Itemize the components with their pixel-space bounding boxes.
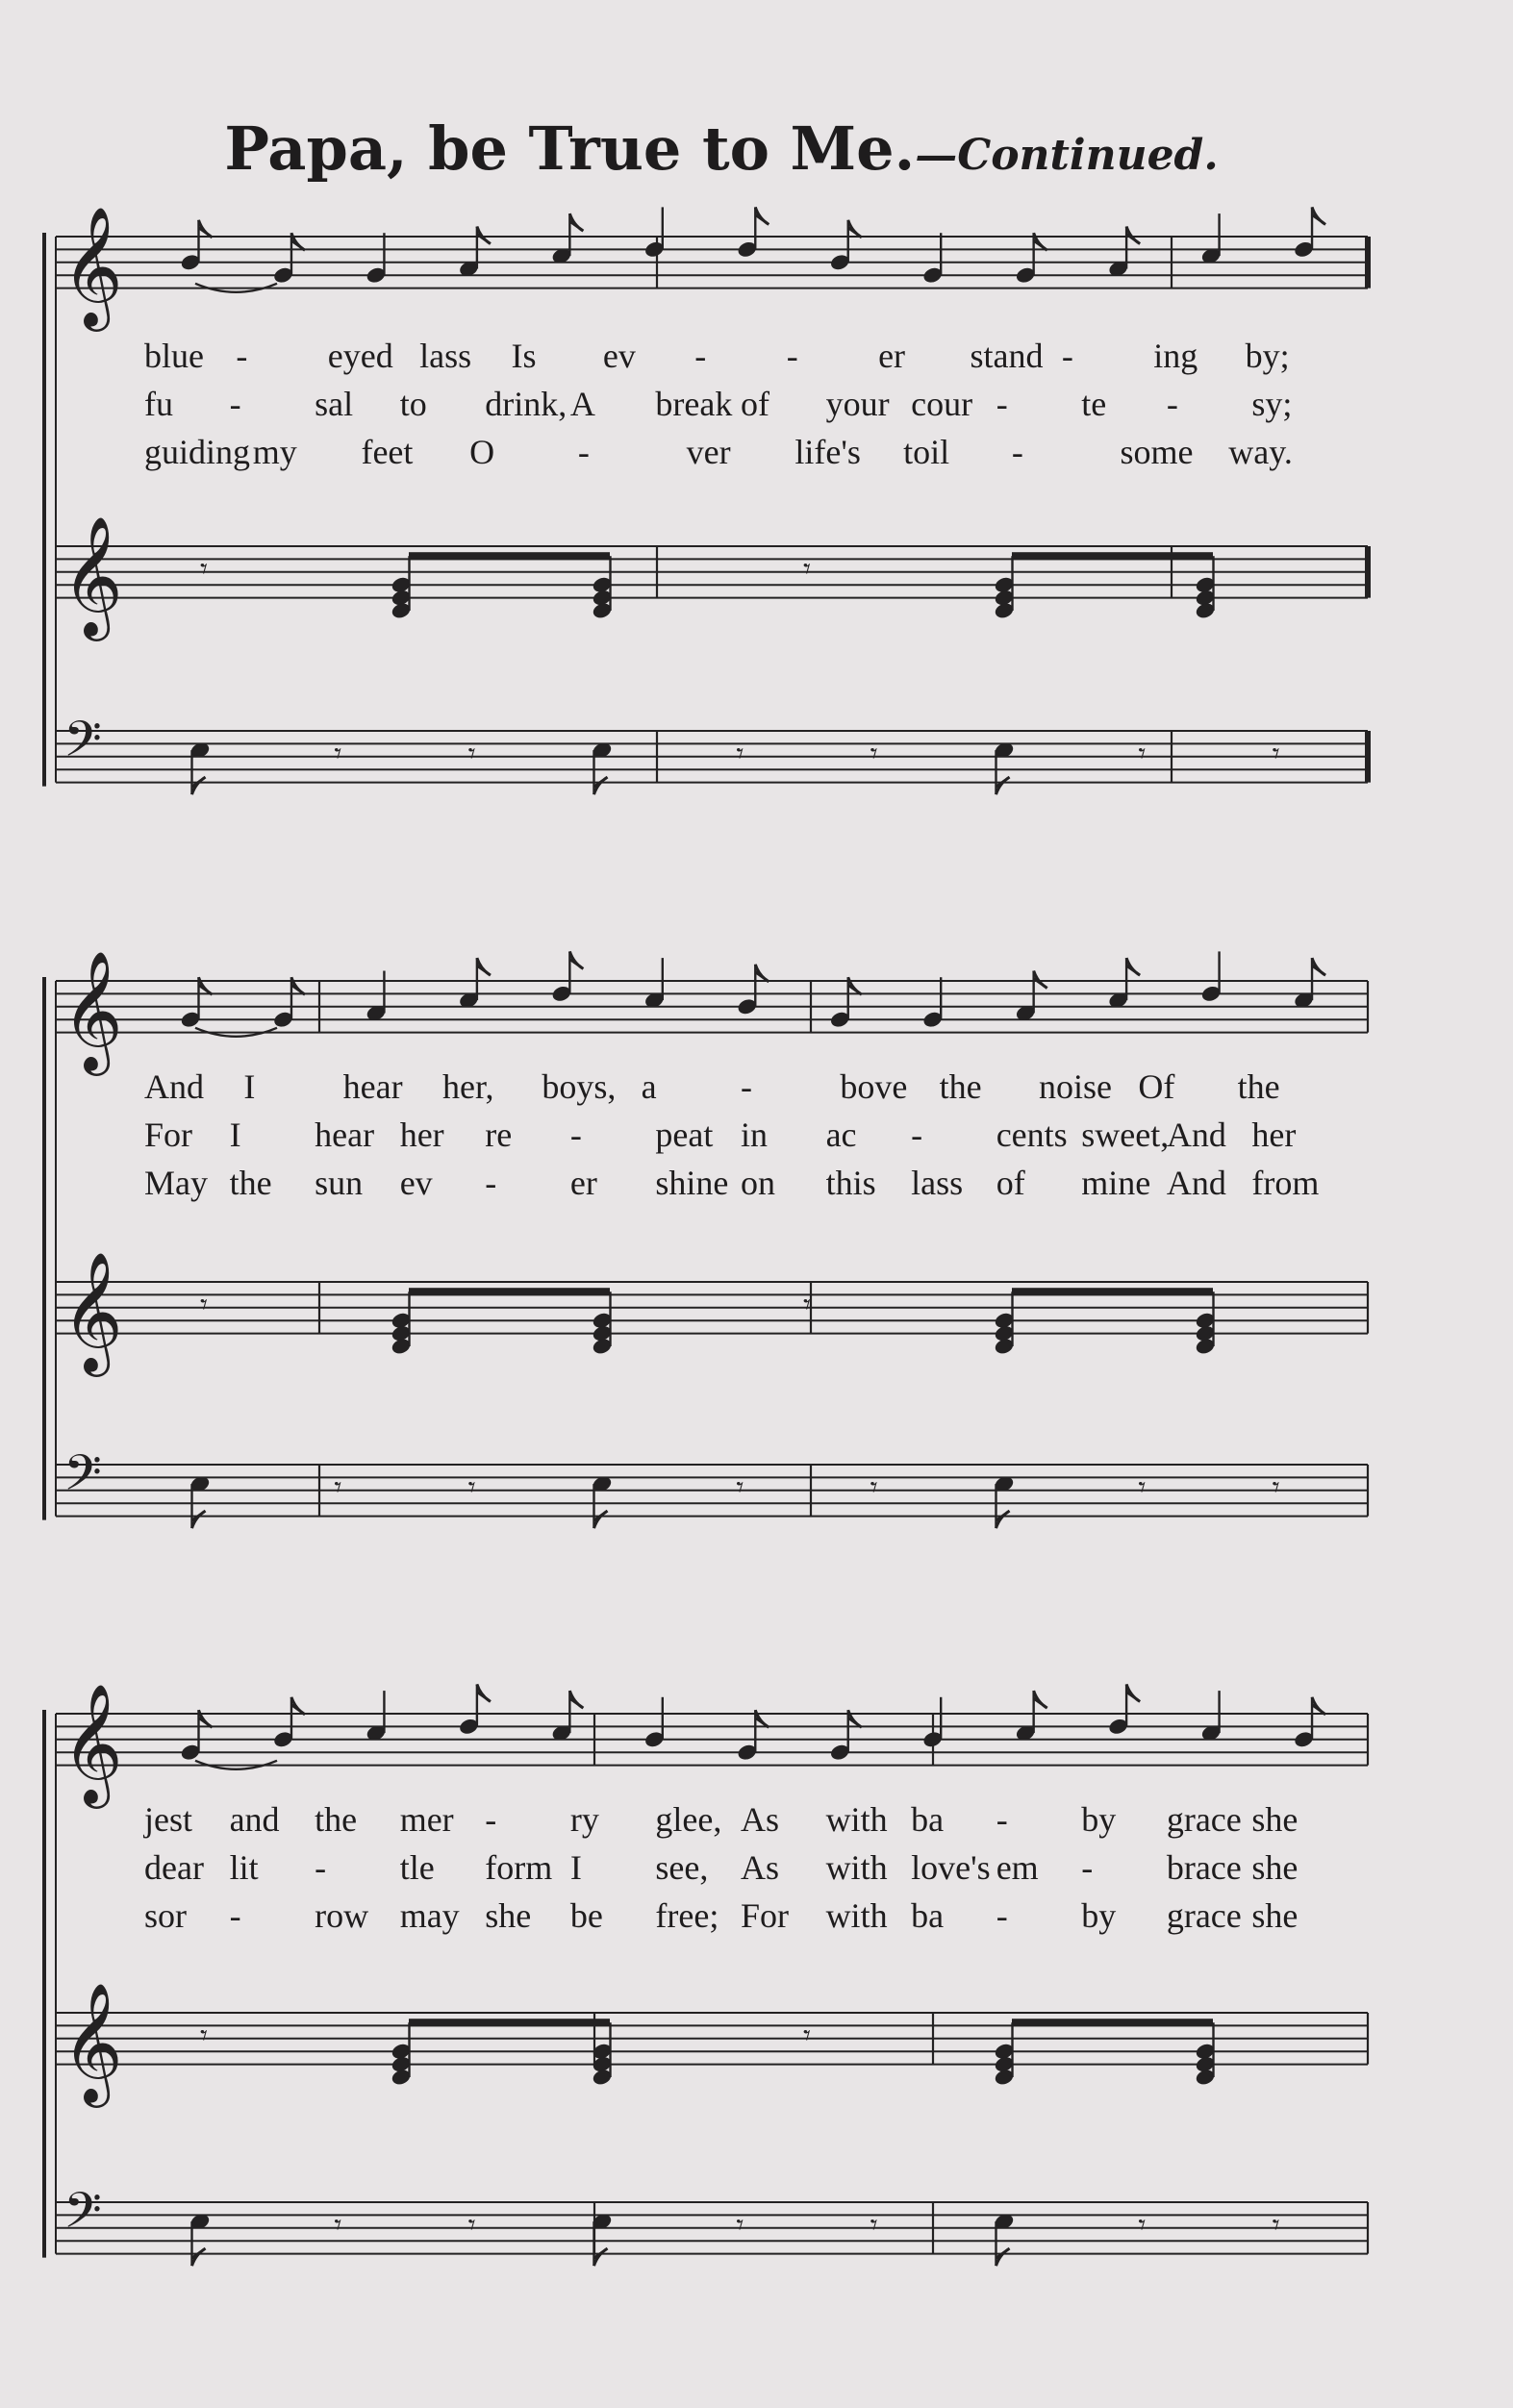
- lyric-syllable: feet: [361, 433, 414, 471]
- lyric-syllable: dear: [144, 1848, 204, 1887]
- lyric-syllable: of: [996, 1164, 1025, 1202]
- lyric-syllable: I: [569, 1848, 582, 1887]
- lyric-syllable: noise: [1039, 1067, 1112, 1106]
- eighth-rest-icon: 𝄾: [334, 1470, 342, 1505]
- voice-staff: [56, 1714, 1368, 1766]
- lyric-syllable: grace: [1166, 1800, 1242, 1839]
- flag: [199, 220, 213, 238]
- lyric-syllable: free;: [655, 1896, 719, 1935]
- eighth-rest-icon: 𝄾: [1138, 737, 1147, 771]
- flag: [1034, 233, 1047, 250]
- eighth-rest-icon: 𝄾: [870, 737, 878, 771]
- lyric-syllable: lass: [911, 1164, 964, 1202]
- lyric-syllable: by;: [1245, 337, 1290, 375]
- lyric-syllable: sweet,: [1081, 1116, 1170, 1154]
- lyric-syllable: lass: [419, 337, 472, 375]
- note: [365, 971, 387, 1023]
- flag: [477, 1684, 491, 1701]
- lyric-syllable: glee,: [655, 1800, 722, 1839]
- eighth-rest-icon: 𝄾: [1138, 1470, 1147, 1505]
- flag: [1126, 227, 1140, 244]
- lyric-syllable: -: [315, 1848, 327, 1887]
- lyric-syllable: with: [825, 1896, 888, 1935]
- eighth-rest-icon: 𝄾: [467, 737, 476, 771]
- lyric-syllable: O: [469, 433, 495, 471]
- lyric-syllable: on: [741, 1164, 775, 1202]
- note: [1293, 1697, 1325, 1749]
- lyric-syllable: Of: [1138, 1067, 1175, 1106]
- flag: [594, 1511, 608, 1528]
- lyric-syllable: -: [229, 385, 241, 423]
- lyric-syllable: -: [741, 1067, 752, 1106]
- lyric-syllable: form: [485, 1848, 553, 1887]
- flag: [569, 1691, 583, 1708]
- note: [1200, 1691, 1223, 1743]
- note: [550, 213, 583, 265]
- flag: [996, 2248, 1010, 2266]
- note: [921, 233, 944, 285]
- lyric-syllable: shine: [655, 1164, 729, 1202]
- lyric-syllable: And: [1166, 1164, 1226, 1202]
- lyric-syllable: peat: [655, 1116, 714, 1154]
- lyric-syllable: sy;: [1251, 385, 1293, 423]
- note: [643, 958, 666, 1010]
- note: [550, 1691, 583, 1743]
- note: [592, 2212, 614, 2266]
- flag: [1312, 207, 1325, 224]
- flag: [569, 951, 583, 968]
- lyric-syllable: the: [315, 1800, 358, 1839]
- eighth-rest-icon: 𝄾: [200, 552, 208, 587]
- lyric-syllable: Is: [511, 337, 537, 375]
- note: [1107, 1684, 1140, 1736]
- note: [736, 1710, 769, 1762]
- lyric-syllable: -: [1166, 385, 1178, 423]
- lyric-syllable: And: [1166, 1116, 1226, 1154]
- note: [829, 1710, 862, 1762]
- flag: [594, 2248, 608, 2266]
- note: [180, 977, 213, 1029]
- lyric-syllable: em: [996, 1848, 1039, 1887]
- note: [458, 958, 491, 1010]
- flag: [192, 2248, 206, 2266]
- lyric-syllable: tle: [399, 1848, 435, 1887]
- lyric-syllable: ba: [911, 1896, 945, 1935]
- lyric-syllable: she: [1251, 1800, 1299, 1839]
- lyric-syllable: ev: [602, 337, 636, 375]
- lyric-syllable: hear: [342, 1067, 403, 1106]
- note: [272, 977, 305, 1029]
- eighth-rest-icon: 𝄾: [736, 2208, 744, 2243]
- note: [994, 2212, 1016, 2266]
- treble-clef-icon: 𝄞: [62, 1982, 123, 2103]
- lyric-syllable: drink,: [485, 385, 567, 423]
- lyric-syllable: As: [741, 1800, 780, 1839]
- flag: [996, 1511, 1010, 1528]
- note: [592, 740, 614, 794]
- note: [736, 207, 769, 259]
- lyric-syllable: by: [1081, 1896, 1117, 1935]
- flag: [291, 977, 305, 994]
- note: [189, 740, 212, 794]
- eighth-rest-icon: 𝄾: [803, 2019, 811, 2053]
- note: [829, 220, 862, 272]
- note: [994, 740, 1016, 794]
- eighth-rest-icon: 𝄾: [1138, 2208, 1147, 2243]
- lyric-syllable: this: [825, 1164, 876, 1202]
- note: [1200, 213, 1223, 265]
- treble-clef-icon: 𝄞: [62, 1251, 123, 1372]
- lyric-syllable: in: [741, 1116, 769, 1154]
- lyric-syllable: sal: [315, 385, 354, 423]
- lyric-syllable: ev: [399, 1164, 433, 1202]
- lyric-syllable: I: [229, 1116, 241, 1154]
- lyric-syllable: May: [144, 1164, 208, 1202]
- eighth-rest-icon: 𝄾: [334, 737, 342, 771]
- lyric-syllable: te: [1081, 385, 1107, 423]
- lyric-syllable: love's: [911, 1848, 991, 1887]
- note: [592, 1474, 614, 1528]
- lyric-syllable: A: [569, 385, 595, 423]
- treble-clef-icon: 𝄞: [62, 206, 123, 327]
- lyric-syllable: boys,: [542, 1067, 617, 1106]
- flag: [1034, 1691, 1047, 1708]
- lyric-syllable: -: [996, 1800, 1008, 1839]
- lyric-syllable: -: [694, 337, 707, 375]
- lyric-syllable: brace: [1166, 1848, 1242, 1887]
- lyric-syllable: ba: [911, 1800, 945, 1839]
- lyric-syllable: And: [144, 1067, 204, 1106]
- eighth-rest-icon: 𝄾: [200, 1288, 208, 1322]
- eighth-rest-icon: 𝄾: [736, 1470, 744, 1505]
- lyric-syllable: As: [741, 1848, 780, 1887]
- flag: [1126, 958, 1140, 975]
- lyric-syllable: -: [786, 337, 798, 375]
- note: [272, 1697, 305, 1749]
- bass-clef-icon: 𝄢: [63, 710, 102, 781]
- flag: [291, 233, 305, 250]
- note: [643, 207, 666, 259]
- eighth-rest-icon: 𝄾: [1272, 737, 1280, 771]
- lyric-syllable: the: [229, 1164, 272, 1202]
- lyric-syllable: with: [825, 1800, 888, 1839]
- eighth-rest-icon: 𝄾: [334, 2208, 342, 2243]
- lyric-syllable: sun: [315, 1164, 364, 1202]
- note: [458, 1684, 491, 1736]
- eighth-rest-icon: 𝄾: [803, 1288, 811, 1322]
- lyric-syllable: she: [485, 1896, 532, 1935]
- flag: [477, 958, 491, 975]
- lyric-syllable: ac: [825, 1116, 857, 1154]
- flag: [848, 220, 862, 238]
- lyric-syllable: lit: [229, 1848, 259, 1887]
- lyric-syllable: break: [655, 385, 733, 423]
- note: [180, 1710, 213, 1762]
- note: [272, 233, 305, 285]
- lyric-syllable: be: [569, 1896, 603, 1935]
- beam: [409, 552, 610, 560]
- lyric-syllable: by: [1081, 1800, 1117, 1839]
- note: [994, 1474, 1016, 1528]
- flag: [1312, 1697, 1325, 1715]
- lyric-syllable: -: [577, 433, 590, 471]
- lyric-syllable: my: [252, 433, 297, 471]
- note: [365, 233, 387, 285]
- bass-clef-icon: 𝄢: [63, 1443, 102, 1515]
- lyric-syllable: -: [1081, 1848, 1094, 1887]
- lyric-syllable: she: [1251, 1848, 1299, 1887]
- note: [643, 1697, 666, 1749]
- note: [550, 951, 583, 1003]
- lyric-syllable: fu: [144, 385, 173, 423]
- note: [1293, 958, 1325, 1010]
- flag: [477, 227, 491, 244]
- flag: [199, 977, 213, 994]
- lyric-syllable: ing: [1153, 337, 1198, 375]
- treble-clef-icon: 𝄞: [62, 950, 123, 1071]
- flag: [569, 213, 583, 231]
- flag: [192, 1511, 206, 1528]
- flag: [199, 1710, 213, 1727]
- lyric-syllable: For: [144, 1116, 193, 1154]
- note: [1200, 951, 1223, 1003]
- lyric-syllable: jest: [144, 1800, 192, 1839]
- lyric-syllable: the: [1237, 1067, 1280, 1106]
- note: [180, 220, 213, 272]
- lyric-syllable: hear: [315, 1116, 375, 1154]
- flag: [594, 777, 608, 794]
- lyric-syllable: she: [1251, 1896, 1299, 1935]
- lyric-syllable: and: [229, 1800, 280, 1839]
- eighth-rest-icon: 𝄾: [467, 2208, 476, 2243]
- lyric-syllable: re: [485, 1116, 513, 1154]
- flag: [996, 777, 1010, 794]
- note: [189, 1474, 212, 1528]
- title-continued: —Continued.: [915, 131, 1219, 180]
- lyric-syllable: -: [1011, 433, 1023, 471]
- lyric-syllable: -: [1061, 337, 1073, 375]
- lyric-syllable: to: [399, 385, 427, 423]
- lyric-syllable: blue: [144, 337, 204, 375]
- flag: [192, 777, 206, 794]
- flag: [1126, 1684, 1140, 1701]
- lyric-syllable: -: [569, 1116, 582, 1154]
- lyric-syllable: some: [1120, 433, 1194, 471]
- lyric-syllable: bove: [840, 1067, 908, 1106]
- note: [1015, 233, 1047, 285]
- lyric-syllable: er: [878, 337, 906, 375]
- note: [736, 965, 769, 1016]
- note: [189, 2212, 212, 2266]
- lyric-syllable: I: [243, 1067, 256, 1106]
- treble-clef-icon: 𝄞: [62, 1683, 123, 1804]
- lyric-syllable: ry: [569, 1800, 599, 1839]
- note: [921, 977, 944, 1029]
- title-main: Papa, be True to Me.: [224, 113, 916, 184]
- lyric-syllable: -: [996, 385, 1008, 423]
- lyric-syllable: with: [825, 1848, 888, 1887]
- beam: [1012, 1288, 1213, 1295]
- lyric-syllable: may: [399, 1896, 460, 1935]
- flag: [755, 207, 769, 224]
- note: [1293, 207, 1325, 259]
- lyric-syllable: her,: [442, 1067, 494, 1106]
- note: [1015, 971, 1047, 1023]
- eighth-rest-icon: 𝄾: [467, 1470, 476, 1505]
- note: [1107, 227, 1140, 279]
- lyric-syllable: grace: [1166, 1896, 1242, 1935]
- lyric-syllable: -: [996, 1896, 1008, 1935]
- lyric-syllable: mine: [1081, 1164, 1151, 1202]
- lyric-syllable: -: [485, 1800, 497, 1839]
- note: [458, 227, 491, 279]
- eighth-rest-icon: 𝄾: [736, 737, 744, 771]
- lyric-syllable: row: [315, 1896, 369, 1935]
- note: [1015, 1691, 1047, 1743]
- lyric-syllable: stand: [970, 337, 1044, 375]
- lyric-syllable: -: [911, 1116, 923, 1154]
- lyric-syllable: guiding: [144, 433, 251, 471]
- lyric-syllable: her: [1251, 1116, 1297, 1154]
- lyric-syllable: from: [1251, 1164, 1320, 1202]
- treble-clef-icon: 𝄞: [62, 515, 123, 637]
- eighth-rest-icon: 𝄾: [1272, 1470, 1280, 1505]
- bass-staff: [56, 2202, 1368, 2254]
- eighth-rest-icon: 𝄾: [870, 1470, 878, 1505]
- flag: [1312, 958, 1325, 975]
- lyric-syllable: toil: [903, 433, 950, 471]
- lyric-syllable: see,: [655, 1848, 709, 1887]
- lyric-syllable: -: [485, 1164, 497, 1202]
- lyric-syllable: mer: [399, 1800, 454, 1839]
- flag: [755, 1710, 769, 1727]
- beam: [1012, 2019, 1213, 2026]
- lyric-syllable: of: [741, 385, 769, 423]
- lyric-syllable: sor: [144, 1896, 187, 1935]
- flag: [848, 1710, 862, 1727]
- lyric-syllable: -: [236, 337, 248, 375]
- eighth-rest-icon: 𝄾: [803, 552, 811, 587]
- lyric-syllable: your: [825, 385, 890, 423]
- flag: [848, 977, 862, 994]
- eighth-rest-icon: 𝄾: [870, 2208, 878, 2243]
- lyric-syllable: ver: [686, 433, 731, 471]
- note: [1107, 958, 1140, 1010]
- lyric-syllable: way.: [1228, 433, 1293, 471]
- lyric-syllable: cents: [996, 1116, 1068, 1154]
- voice-staff: [56, 981, 1368, 1033]
- lyric-syllable: eyed: [327, 337, 393, 375]
- eighth-rest-icon: 𝄾: [1272, 2208, 1280, 2243]
- eighth-rest-icon: 𝄾: [200, 2019, 208, 2053]
- lyric-syllable: the: [939, 1067, 982, 1106]
- bass-clef-icon: 𝄢: [63, 2181, 102, 2252]
- flag: [755, 965, 769, 982]
- beam: [1012, 552, 1213, 560]
- flag: [291, 1697, 305, 1715]
- flag: [1034, 971, 1047, 989]
- lyric-syllable: a: [641, 1067, 657, 1106]
- lyric-syllable: life's: [794, 433, 861, 471]
- note: [365, 1691, 387, 1743]
- beam: [409, 1288, 610, 1295]
- lyric-syllable: cour: [911, 385, 973, 423]
- lyric-syllable: -: [229, 1896, 241, 1935]
- beam: [409, 2019, 610, 2026]
- note: [829, 977, 862, 1029]
- bass-staff: [56, 1465, 1368, 1517]
- lyric-syllable: her: [399, 1116, 444, 1154]
- lyric-syllable: For: [741, 1896, 790, 1935]
- lyric-syllable: er: [569, 1164, 597, 1202]
